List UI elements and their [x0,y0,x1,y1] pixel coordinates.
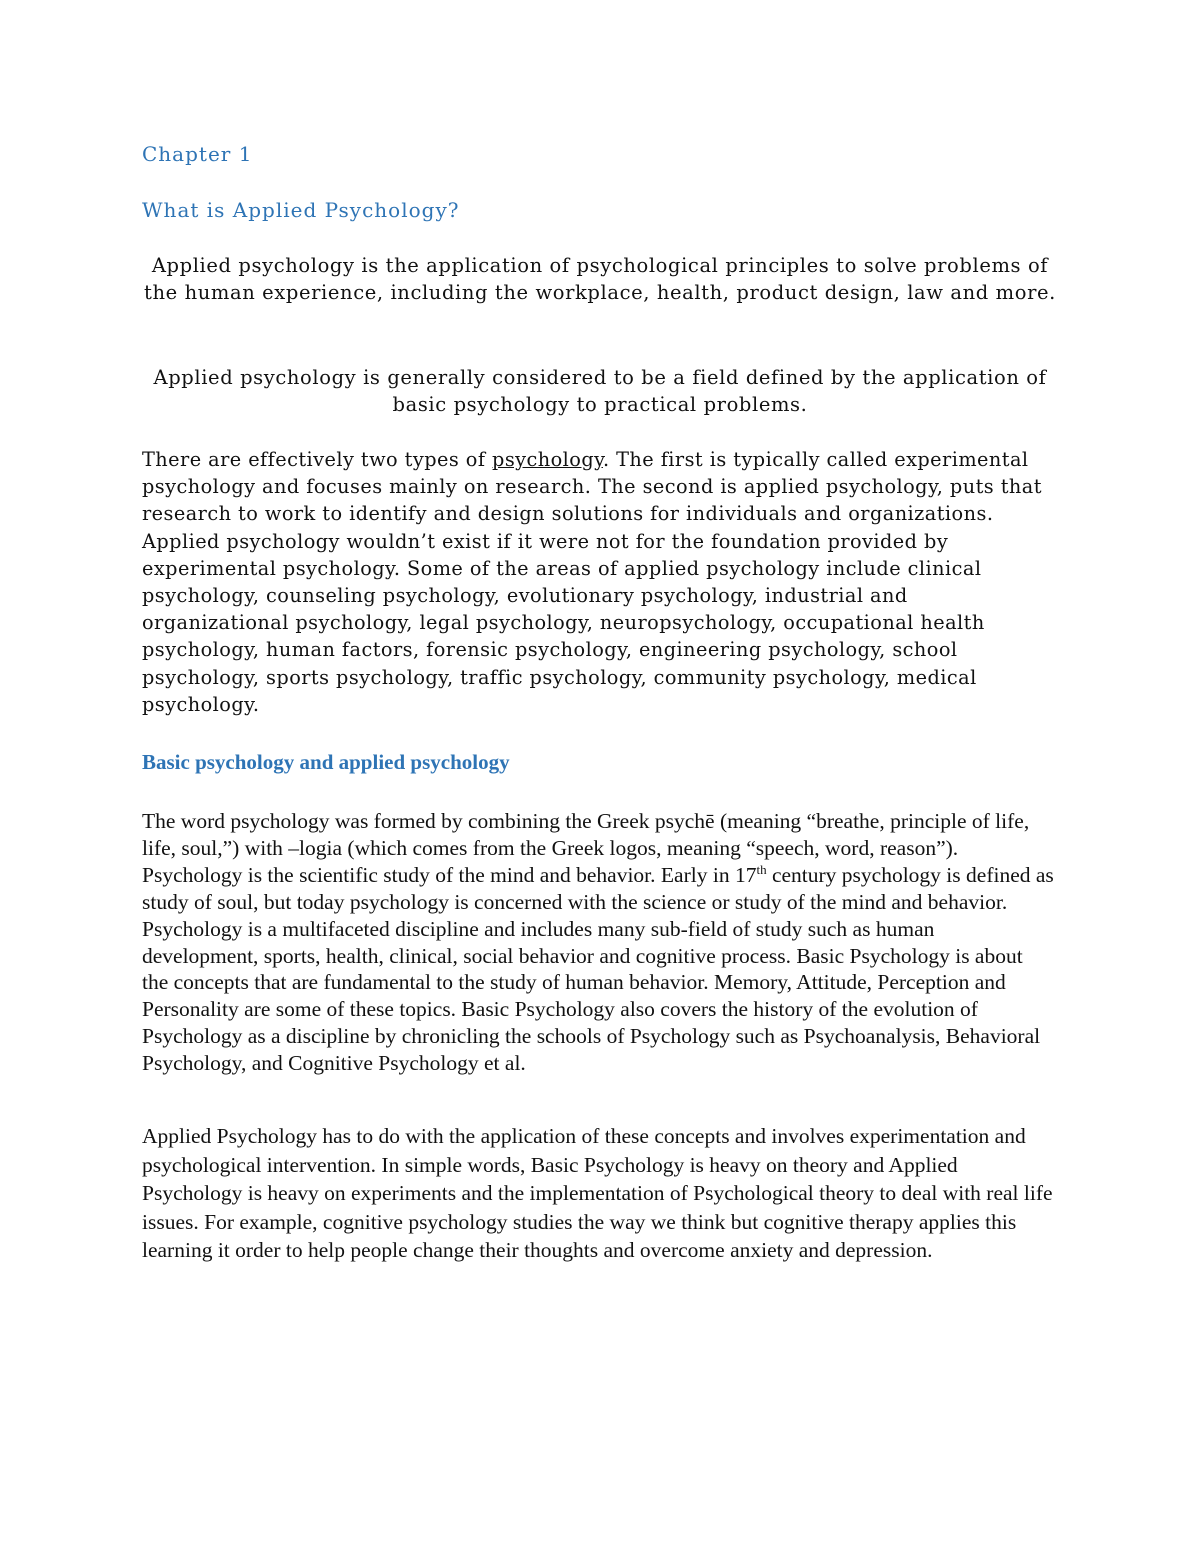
section-question-title: What is Applied Psychology? [142,198,460,222]
psychology-link[interactable]: psychology [492,448,603,471]
definition-paragraph: Applied psychology is the application of psychological principles to solve problems of the human experience, including the workplace, health, product design, law and more. [144,254,1056,304]
applied-paragraph: Applied Psychology has to do with the application of these concepts and involves experimentation and psychological intervention. In simple words, Basic Psychology is heavy on theory and Applied Psychology is heavy on experiments and the implementation of Psychological theory to deal with real life issues. For example, cognitive psychology studies the way we think but cognitive therapy applies this learning it order to help people change their thoughts and overcome anxiety and depression. [142,1124,1053,1263]
types-paragraph [142,446,1058,718]
types-text-after: . The first is typically called experimental psychology and focuses mainly on research. The second is applied psychology, puts that research to work to identify and design solutions for individuals and organizations. Applied psychology wouldn’t exist if it were not for the foundation provided by experimental psychology. Some of the areas of applied psychology include clinical psychology, counseling psychology, evolutionary psychology, industrial and organizational psychology, legal psychology, neuropsychology, occupational health psychology, human factors, forensic psychology, engineering psychology, school psychology, sports psychology, traffic psychology, community psychology, medical psychology. [142,448,1042,716]
word-text-after: century psychology is defined as study of soul, but today psychology is concerned with the science or study of the mind and behavior. Psychology is a multifaceted discipline and includes many sub-field of study such as human development, sports, health, clinical, social behavior and cognitive process. Basic Psychology is about the concepts that are fundamental to the study of human behavior. Memory, Attitude, Perception and Personality are some of these topics. Basic Psychology also covers the history of the evolution of Psychology as a discipline by chronicling the schools of Psychology such as Psychoanalysis, Behavioral Psychology, and Cognitive Psychology et al. [142,862,1054,1076]
types-text-before: There are effectively two types of [142,448,493,471]
word-origin-paragraph [142,808,1054,1077]
field-paragraph: Applied psychology is generally considered to be a field defined by the application of basic psychology to practical problems. [153,366,1047,416]
superscript-th: th [756,861,767,877]
section-heading: Basic psychology and applied psychology [142,750,510,774]
word-text-before: The word psychology was formed by combining the Greek psychē (meaning “breathe, principle of life, life, soul,”) with –logia (which comes from the Greek logos, meaning “speech, word, reason”). Psychology is the scientific study of the mind and behavior. Early in 17 [142,809,1030,887]
chapter-title: Chapter 1 [142,142,253,166]
